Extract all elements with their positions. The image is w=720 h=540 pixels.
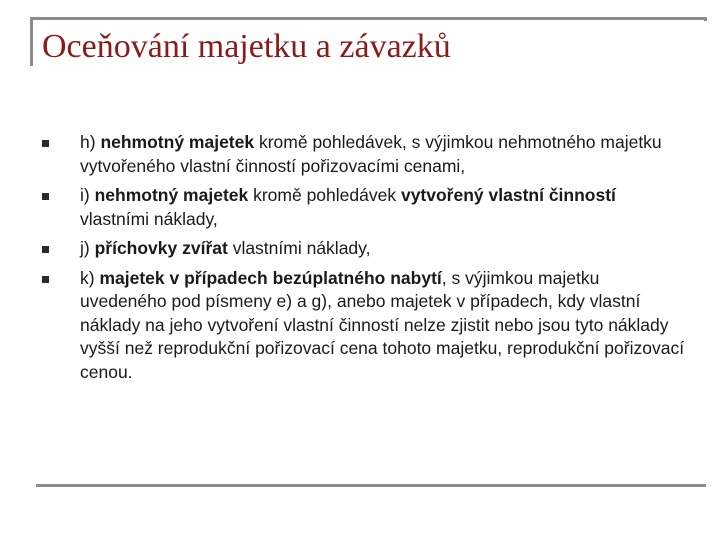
item-bold-term: nehmotný majetek xyxy=(100,132,255,152)
list-item xyxy=(38,237,688,261)
item-prefix: k) xyxy=(80,267,100,288)
item-text: vlastními náklady, xyxy=(80,208,218,229)
bottom-rule xyxy=(36,484,706,487)
item-bold-term: majetek v případech bezúplatného nabytí xyxy=(99,267,442,288)
item-bold-term: nehmotný majetek xyxy=(94,185,249,205)
frame-right-rule xyxy=(704,17,707,21)
square-bullet-icon xyxy=(42,140,49,147)
item-text: , s výjimkou majetku uvedeného pod písmeny e) a g), anebo majetek v případech, kdy vlastní náklady na jeho vytvoření vlastní činností nelze zjistit nebo jsou tyto náklady vyšší než reprodukční pořizovací cena tohoto majetku, reprodukční pořizovací cenou. xyxy=(80,267,685,382)
frame-top-rule xyxy=(30,17,707,20)
item-text: kromě pohledávek xyxy=(248,185,401,205)
bullet-list xyxy=(38,131,688,384)
list-item xyxy=(38,131,688,178)
item-bold-term: příchovky zvířat xyxy=(94,238,228,258)
item-prefix: j) xyxy=(80,238,95,258)
square-bullet-icon xyxy=(42,246,49,253)
list-item xyxy=(38,267,688,385)
frame-left-rule xyxy=(30,17,33,66)
square-bullet-icon xyxy=(42,276,49,283)
item-text: vlastními náklady, xyxy=(227,238,371,258)
item-text: kromě pohledávek, s výjimkou nehmotného majetku vytvořeného vlastní činností pořizovacími cenami, xyxy=(80,132,662,176)
list-item xyxy=(38,184,688,231)
slide-title: Oceňování majetku a závazků xyxy=(42,28,451,65)
square-bullet-icon xyxy=(42,193,49,200)
item-bold-term: vytvořený vlastní činností xyxy=(400,185,616,205)
item-prefix: i) xyxy=(80,185,95,205)
item-prefix: h) xyxy=(80,132,101,152)
